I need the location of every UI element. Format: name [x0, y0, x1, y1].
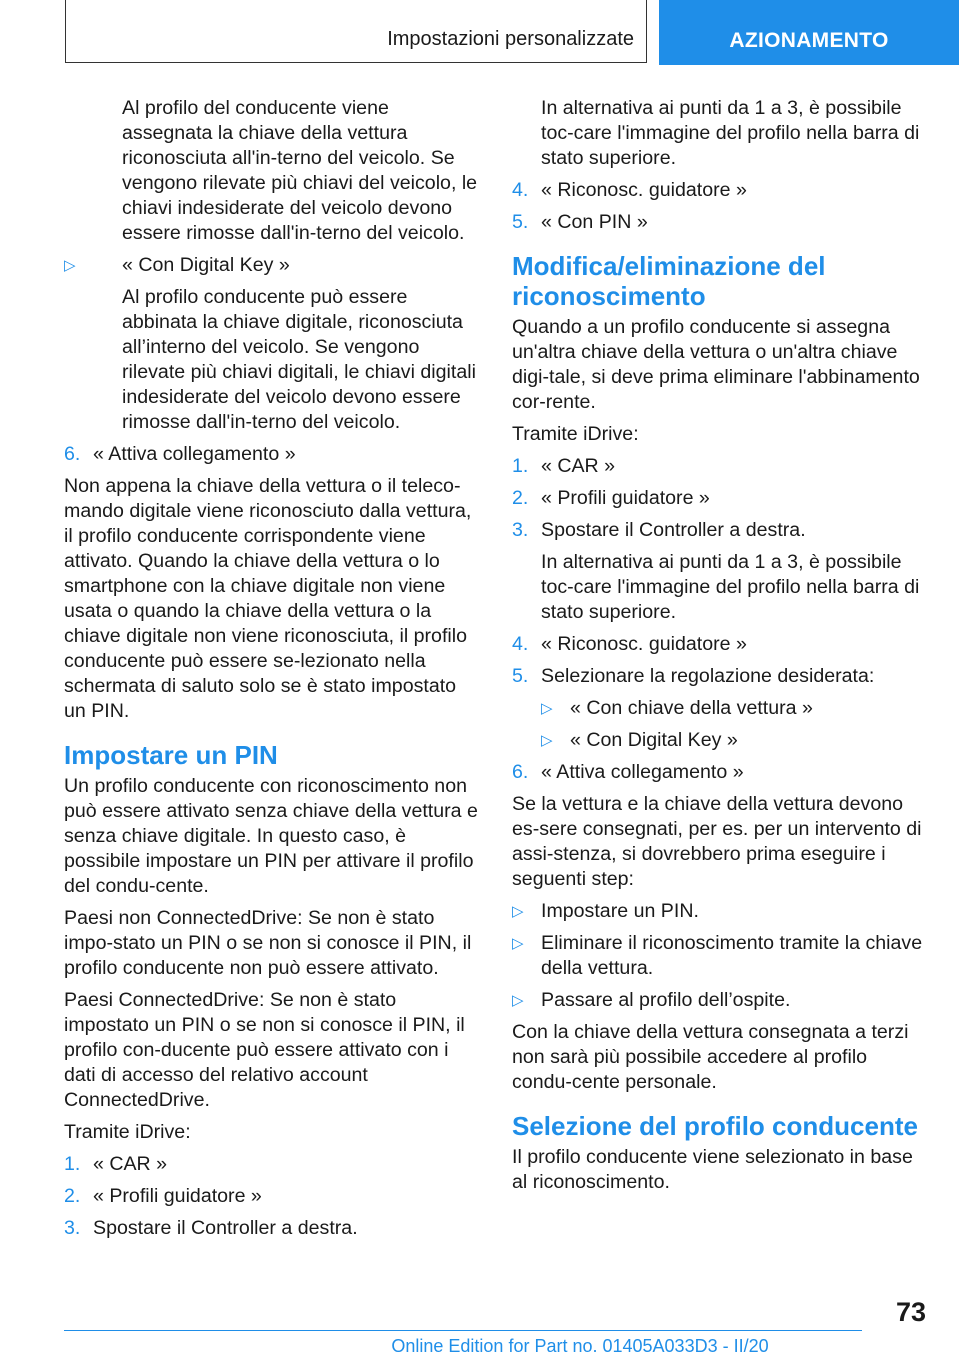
chapter-tab — [659, 0, 959, 65]
paragraph: Un profilo conducente con riconoscimento non può essere attivato senza chiave della vettura e senza chiave digitale. In questo caso, è possibile impostare un PIN per attivare il profilo del condu-cente. — [64, 775, 478, 897]
list-item: 5. « Con PIN » — [512, 211, 648, 233]
list-item: 2. « Profili guidatore » — [512, 487, 710, 509]
list-item: 5. Selezionare la regolazione desiderata: — [512, 665, 875, 687]
footer-divider — [64, 1330, 862, 1331]
triangle-bullet-icon: ▷ — [512, 992, 524, 1009]
paragraph: Non appena la chiave della vettura o il teleco-mando digitale viene riconosciuto dalla vettura, il profilo conducente corrispondente viene attivato. Quando la chiave della vettura o lo smartphone con la chiave digitale non viene usata o quando la chiave della vettura o la chiave digitale non viene riconosciuta, il profilo conducente può essere se-lezionato nella schermata di saluto solo se è stato impostato un PIN. — [64, 475, 472, 722]
paragraph: In alternativa ai punti da 1 a 3, è possibile toc-care l'immagine del profilo nella barra di stato superiore. — [541, 551, 920, 623]
bullet-item: ▷ « Con Digital Key » — [64, 254, 290, 276]
left-column — [64, 96, 482, 1248]
footer-edition — [0, 1336, 960, 1357]
triangle-bullet-icon: ▷ — [64, 257, 76, 274]
section-tab — [65, 0, 647, 63]
list-item: 2. « Profili guidatore » — [64, 1185, 262, 1207]
heading-impostare-pin: Impostare un PIN — [64, 740, 278, 770]
triangle-bullet-icon: ▷ — [541, 700, 553, 717]
triangle-bullet-icon: ▷ — [541, 732, 553, 749]
bullet-item: ▷ Eliminare il riconoscimento tramite la chiave della vettura. — [512, 932, 923, 979]
page-number: 73 — [895, 1297, 926, 1327]
list-item: 1. « CAR » — [512, 455, 616, 477]
list-item: 4. « Riconosc. guidatore » — [512, 633, 747, 655]
heading-selezione: Selezione del profilo conducente — [512, 1111, 918, 1141]
paragraph: Tramite iDrive: — [512, 423, 639, 445]
chapter-title: AZIONAMENTO — [729, 29, 889, 52]
right-column — [512, 96, 930, 1202]
paragraph: Paesi non ConnectedDrive: Se non è stato impo-stato un PIN o se non si conosce il PIN, il profilo conducente non può essere attivato. — [64, 907, 472, 979]
list-item: 6. « Attiva collegamento » — [64, 443, 296, 465]
page-header — [65, 0, 959, 65]
bullet-item: ▷ Passare al profilo dell’ospite. — [512, 989, 791, 1011]
paragraph: Il profilo conducente viene selezionato in base al riconoscimento. — [512, 1146, 913, 1193]
list-item: 3. Spostare il Controller a destra. — [512, 519, 806, 541]
paragraph: Al profilo conducente può essere abbinata la chiave digitale, riconosciuta all’interno del veicolo. Se vengono rilevate più chiavi digitali, le chiavi digitali indesiderate del veicolo devono essere rimosse dall'in-terno del veicolo. — [122, 286, 476, 433]
paragraph: Con la chiave della vettura consegnata a terzi non sarà più possibile accedere al profilo condu-cente personale. — [512, 1021, 909, 1093]
paragraph: In alternativa ai punti da 1 a 3, è possibile toc-care l'immagine del profilo nella barra di stato superiore. — [541, 97, 920, 169]
edition-text: Online Edition for Part no. 01405A033D3 - II/20 — [391, 1336, 769, 1356]
paragraph: Quando a un profilo conducente si assegna un'altra chiave della vettura o un'altra chiave digi-tale, si deve prima eliminare l'abbinamento cor-rente. — [512, 316, 920, 413]
paragraph: Tramite iDrive: — [64, 1121, 191, 1143]
list-item: 4. « Riconosc. guidatore » — [512, 179, 747, 201]
paragraph: Paesi ConnectedDrive: Se non è stato impostato un PIN o se non si conosce il PIN, il profilo con-ducente può essere attivato con i dati di accesso del relativo account ConnectedDrive. — [64, 989, 465, 1111]
paragraph: Al profilo del conducente viene assegnata la chiave della vettura riconosciuta all'in-terno del veicolo. Se vengono rilevate più chiavi del veicolo, le chiavi indesiderate del veicolo devono essere rimosse dall'in-terno del veicolo. — [122, 97, 478, 244]
list-item: 6. « Attiva collegamento » — [512, 761, 744, 783]
sub-bullet-item: ▷ « Con Digital Key » — [541, 729, 738, 751]
list-item: 1. « CAR » — [64, 1153, 168, 1175]
section-title: Impostazioni personalizzate — [387, 28, 634, 50]
bullet-item: ▷ Impostare un PIN. — [512, 900, 699, 922]
triangle-bullet-icon: ▷ — [512, 903, 524, 920]
sub-bullet-item: ▷ « Con chiave della vettura » — [541, 697, 813, 719]
paragraph: Se la vettura e la chiave della vettura devono es-sere consegnati, per es. per un intervento di assi-stenza, si dovrebbero prima eseguire i seguenti step: — [512, 793, 922, 890]
list-item: 3. Spostare il Controller a destra. — [64, 1217, 358, 1239]
heading-modifica: Modifica/eliminazione del riconoscimento — [512, 251, 826, 311]
triangle-bullet-icon: ▷ — [512, 935, 524, 952]
